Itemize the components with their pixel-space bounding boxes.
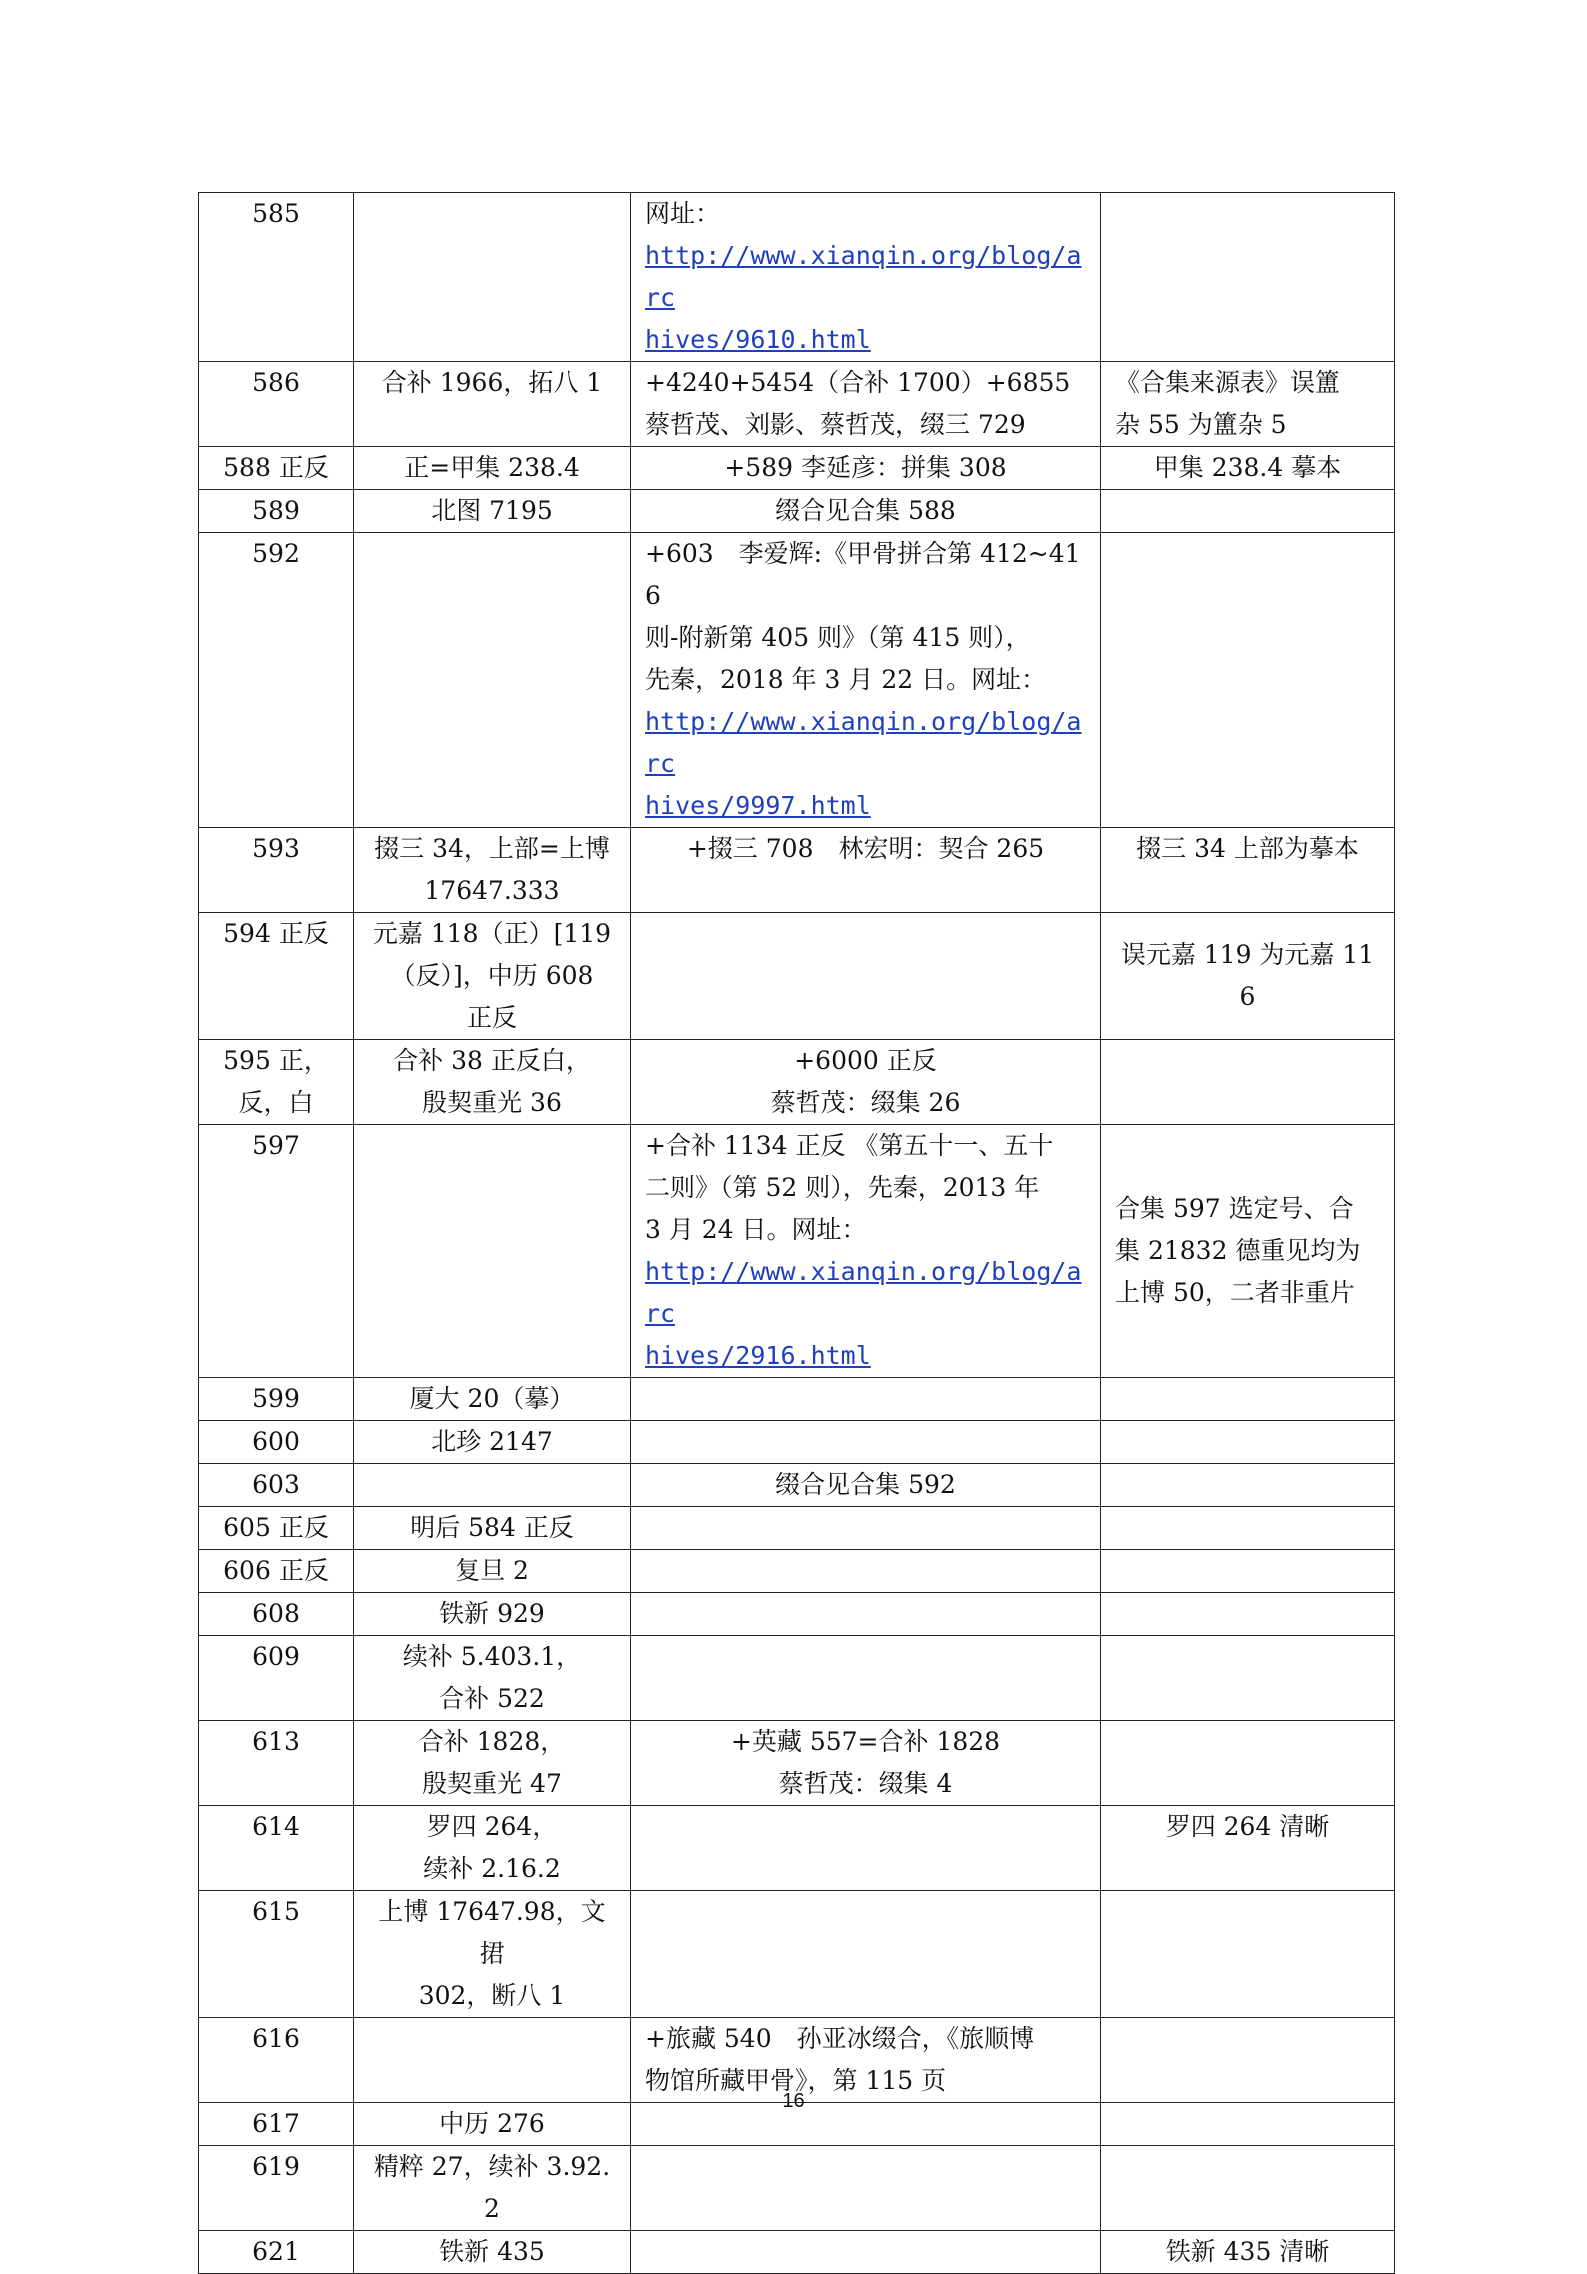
table-row <box>199 1378 1395 1421</box>
cell-join-info <box>631 193 1101 362</box>
catalog-table-container <box>198 192 1394 2274</box>
cell-join-info <box>631 1806 1101 1891</box>
cell-join-info <box>631 1721 1101 1806</box>
cell-join-info <box>631 447 1101 490</box>
cell-note <box>1101 1040 1395 1125</box>
cell-text-line: 中历 276 <box>439 2109 545 2138</box>
cell-join-info <box>631 2231 1101 2274</box>
cell-text-line: 合补 1966，拓八 1 <box>381 368 603 397</box>
cell-source <box>354 1040 631 1125</box>
cell-text-line: 集 21832 德重见均为 <box>1115 1236 1361 1265</box>
cell-source <box>354 1421 631 1464</box>
cell-text-line: 反，白 <box>238 1088 314 1117</box>
cell-text-line: +旅藏 540 孙亚冰缀合，《旅顺博 <box>645 2024 1035 2053</box>
cell-join-info <box>631 913 1101 1040</box>
cell-text-line: （反）]，中历 608 <box>390 961 594 990</box>
cell-heji-number: 593 <box>199 828 354 913</box>
cell-note <box>1101 828 1395 913</box>
table-row <box>199 362 1395 447</box>
cell-heji-number: 614 <box>199 1806 354 1891</box>
table-row <box>199 828 1395 913</box>
cell-text-line: +合补 1134 正反 《第五十一、五十 <box>645 1131 1054 1160</box>
cell-note <box>1101 1806 1395 1891</box>
cell-text-line: 合补 38 正反白， <box>393 1046 591 1075</box>
link-text-line[interactable]: hives/2916.html <box>645 1341 871 1370</box>
archive-link[interactable] <box>645 235 1086 361</box>
archive-link[interactable] <box>645 1251 1086 1377</box>
table-row <box>199 1891 1395 2018</box>
cell-join-info <box>631 1464 1101 1507</box>
cell-text-line: 铁新 929 <box>439 1599 545 1628</box>
cell-text-line: 误元嘉 119 为元嘉 116 <box>1120 940 1375 1011</box>
cell-join-info <box>631 1421 1101 1464</box>
cell-source <box>354 1507 631 1550</box>
cell-text-line: +4240+5454（合补 1700）+6855 <box>645 368 1071 397</box>
cell-note <box>1101 1464 1395 1507</box>
cell-text-line: 殷契重光 36 <box>422 1088 562 1117</box>
cell-text-line: +英藏 557=合补 1828 <box>730 1727 1001 1756</box>
cell-source <box>354 447 631 490</box>
cell-source <box>354 1378 631 1421</box>
cell-heji-number: 589 <box>199 490 354 533</box>
cell-note <box>1101 1721 1395 1806</box>
cell-note <box>1101 1378 1395 1421</box>
cell-text-line: 合补 1828， <box>418 1727 566 1756</box>
table-row <box>199 1550 1395 1593</box>
table-row <box>199 1636 1395 1721</box>
cell-heji-number: 616 <box>199 2018 354 2103</box>
cell-note <box>1101 447 1395 490</box>
cell-text-line: 二则》（第 52 则），先秦，2013 年 <box>645 1173 1040 1202</box>
cell-source <box>354 533 631 828</box>
cell-text-line: 续补 5.403.1， <box>402 1642 582 1671</box>
cell-join-info <box>631 1550 1101 1593</box>
cell-note <box>1101 362 1395 447</box>
cell-join-info <box>631 1507 1101 1550</box>
page-number: 16 <box>782 2090 805 2112</box>
cell-text-line: 元嘉 118（正）[119 <box>372 919 612 948</box>
cell-note <box>1101 1125 1395 1378</box>
cell-heji-number: 588 正反 <box>199 447 354 490</box>
cell-join-info <box>631 828 1101 913</box>
table-row <box>199 1806 1395 1891</box>
link-text-line[interactable]: http://www.xianqin.org/blog/arc <box>645 1257 1082 1328</box>
cell-text-line: 蔡哲茂：缀集 26 <box>770 1088 961 1117</box>
link-text-line[interactable]: hives/9610.html <box>645 325 871 354</box>
table-row <box>199 533 1395 828</box>
cell-note <box>1101 2146 1395 2231</box>
cell-text-line: 掇三 34 上部为摹本 <box>1136 834 1359 863</box>
cell-join-info <box>631 1125 1101 1378</box>
cell-source <box>354 2146 631 2231</box>
cell-note <box>1101 1636 1395 1721</box>
catalog-table <box>198 192 1395 2274</box>
cell-heji-number: 585 <box>199 193 354 362</box>
cell-text-line: 合集 597 选定号、合 <box>1115 1194 1354 1223</box>
cell-note <box>1101 490 1395 533</box>
cell-text-line: 上博 17647.98，文捃 <box>378 1897 606 1968</box>
cell-join-info <box>631 2146 1101 2231</box>
table-row <box>199 1507 1395 1550</box>
cell-join-info <box>631 1378 1101 1421</box>
cell-heji-number: 609 <box>199 1636 354 1721</box>
cell-source <box>354 490 631 533</box>
cell-source <box>354 1721 631 1806</box>
cell-text-line: 厦大 20（摹） <box>409 1384 575 1413</box>
cell-source <box>354 1550 631 1593</box>
cell-heji-number: 597 <box>199 1125 354 1378</box>
cell-note <box>1101 913 1395 1040</box>
cell-heji-number: 615 <box>199 1891 354 2018</box>
cell-text-line: 复旦 2 <box>455 1556 529 1585</box>
cell-note <box>1101 2231 1395 2274</box>
archive-link[interactable] <box>645 701 1086 827</box>
cell-note <box>1101 533 1395 828</box>
cell-text-line: 上博 50，二者非重片 <box>1115 1278 1355 1307</box>
cell-text-line: 北珍 2147 <box>431 1427 553 1456</box>
cell-text-line: 正反 <box>466 1003 517 1032</box>
cell-text-line: 合补 522 <box>439 1684 545 1713</box>
cell-join-info <box>631 1891 1101 2018</box>
cell-note <box>1101 1891 1395 2018</box>
cell-heji-number: 606 正反 <box>199 1550 354 1593</box>
cell-join-info <box>631 1040 1101 1125</box>
cell-source <box>354 1891 631 2018</box>
cell-note <box>1101 1421 1395 1464</box>
table-row <box>199 1593 1395 1636</box>
cell-join-info <box>631 362 1101 447</box>
cell-text-line: 物馆所藏甲骨》，第 115 页 <box>645 2066 947 2095</box>
cell-source <box>354 1593 631 1636</box>
cell-heji-number: 603 <box>199 1464 354 1507</box>
cell-heji-number <box>199 1040 354 1125</box>
cell-text-line: 先秦，2018 年 3 月 22 日。网址： <box>645 665 1047 694</box>
cell-text-line: 正=甲集 238.4 <box>404 453 580 482</box>
cell-heji-number: 599 <box>199 1378 354 1421</box>
cell-join-info <box>631 490 1101 533</box>
cell-heji-number: 617 <box>199 2103 354 2146</box>
cell-text-line: +6000 正反 <box>794 1046 937 1075</box>
link-text-line[interactable]: http://www.xianqin.org/blog/arc <box>645 707 1082 778</box>
cell-source <box>354 362 631 447</box>
cell-text-line: 则-附新第 405 则》（第 415 则）， <box>645 623 1031 652</box>
cell-note <box>1101 1507 1395 1550</box>
cell-heji-number: 594 正反 <box>199 913 354 1040</box>
table-row <box>199 1421 1395 1464</box>
cell-text-line: 17647.333 <box>424 876 560 905</box>
cell-heji-number: 613 <box>199 1721 354 1806</box>
table-row <box>199 1125 1395 1378</box>
table-row <box>199 1040 1395 1125</box>
cell-text-line: 北图 7195 <box>431 496 553 525</box>
cell-source <box>354 1636 631 1721</box>
cell-text-line: +589 李延彦：拼集 308 <box>724 453 1007 482</box>
cell-text-line: 3 月 24 日。网址： <box>645 1215 867 1244</box>
cell-join-info <box>631 1593 1101 1636</box>
cell-source <box>354 1464 631 1507</box>
cell-note <box>1101 1550 1395 1593</box>
table-row <box>199 193 1395 362</box>
cell-text-line: 精粹 27，续补 3.92.2 <box>373 2152 611 2223</box>
catalog-table-body <box>199 193 1395 2274</box>
cell-heji-number: 592 <box>199 533 354 828</box>
cell-text-line: 罗四 264 清晰 <box>1165 1812 1330 1841</box>
link-text-line[interactable]: hives/9997.html <box>645 791 871 820</box>
cell-text-line: 蔡哲茂：缀集 4 <box>778 1769 953 1798</box>
cell-text-line: +掇三 708 林宏明：契合 265 <box>686 834 1045 863</box>
cell-text-line: 掇三 34，上部=上博 <box>374 834 610 863</box>
cell-text-line: 铁新 435 <box>439 2237 545 2266</box>
cell-text-line: 《合集来源表》误簠 <box>1115 368 1341 397</box>
cell-source <box>354 913 631 1040</box>
cell-text-line: 缀合见合集 588 <box>775 496 956 525</box>
cell-source <box>354 1125 631 1378</box>
cell-join-info <box>631 1636 1101 1721</box>
cell-heji-number: 600 <box>199 1421 354 1464</box>
table-row <box>199 913 1395 1040</box>
cell-text-line: 302，断八 1 <box>418 1981 566 2010</box>
cell-text-line: 595 正， <box>223 1046 329 1075</box>
cell-heji-number: 621 <box>199 2231 354 2274</box>
cell-text-line: 罗四 264， <box>426 1812 558 1841</box>
cell-text-line: 明后 584 正反 <box>410 1513 574 1542</box>
cell-source <box>354 193 631 362</box>
cell-note <box>1101 1593 1395 1636</box>
cell-text-line: 殷契重光 47 <box>422 1769 562 1798</box>
cell-join-info <box>631 533 1101 828</box>
table-row <box>199 490 1395 533</box>
cell-text-line: 续补 2.16.2 <box>423 1854 561 1883</box>
link-text-line[interactable]: http://www.xianqin.org/blog/arc <box>645 241 1082 312</box>
cell-text-line: 网址： <box>645 199 721 228</box>
table-row <box>199 447 1395 490</box>
cell-text-line: 杂 55 为簠杂 5 <box>1115 410 1287 439</box>
table-row <box>199 1721 1395 1806</box>
cell-source <box>354 2231 631 2274</box>
cell-source <box>354 828 631 913</box>
cell-text-line: 甲集 238.4 摹本 <box>1153 453 1342 482</box>
cell-text-line: 蔡哲茂、刘影、蔡哲茂，缀三 729 <box>645 410 1026 439</box>
cell-text-line: 铁新 435 清晰 <box>1165 2237 1330 2266</box>
table-row <box>199 2146 1395 2231</box>
cell-source <box>354 1806 631 1891</box>
cell-text-line: 缀合见合集 592 <box>775 1470 956 1499</box>
cell-note <box>1101 193 1395 362</box>
table-row <box>199 1464 1395 1507</box>
cell-heji-number: 619 <box>199 2146 354 2231</box>
cell-heji-number: 608 <box>199 1593 354 1636</box>
cell-heji-number: 586 <box>199 362 354 447</box>
cell-text-line: +603 李爱辉:《甲骨拼合第 412~416 <box>645 539 1081 610</box>
table-row <box>199 2231 1395 2274</box>
cell-heji-number: 605 正反 <box>199 1507 354 1550</box>
